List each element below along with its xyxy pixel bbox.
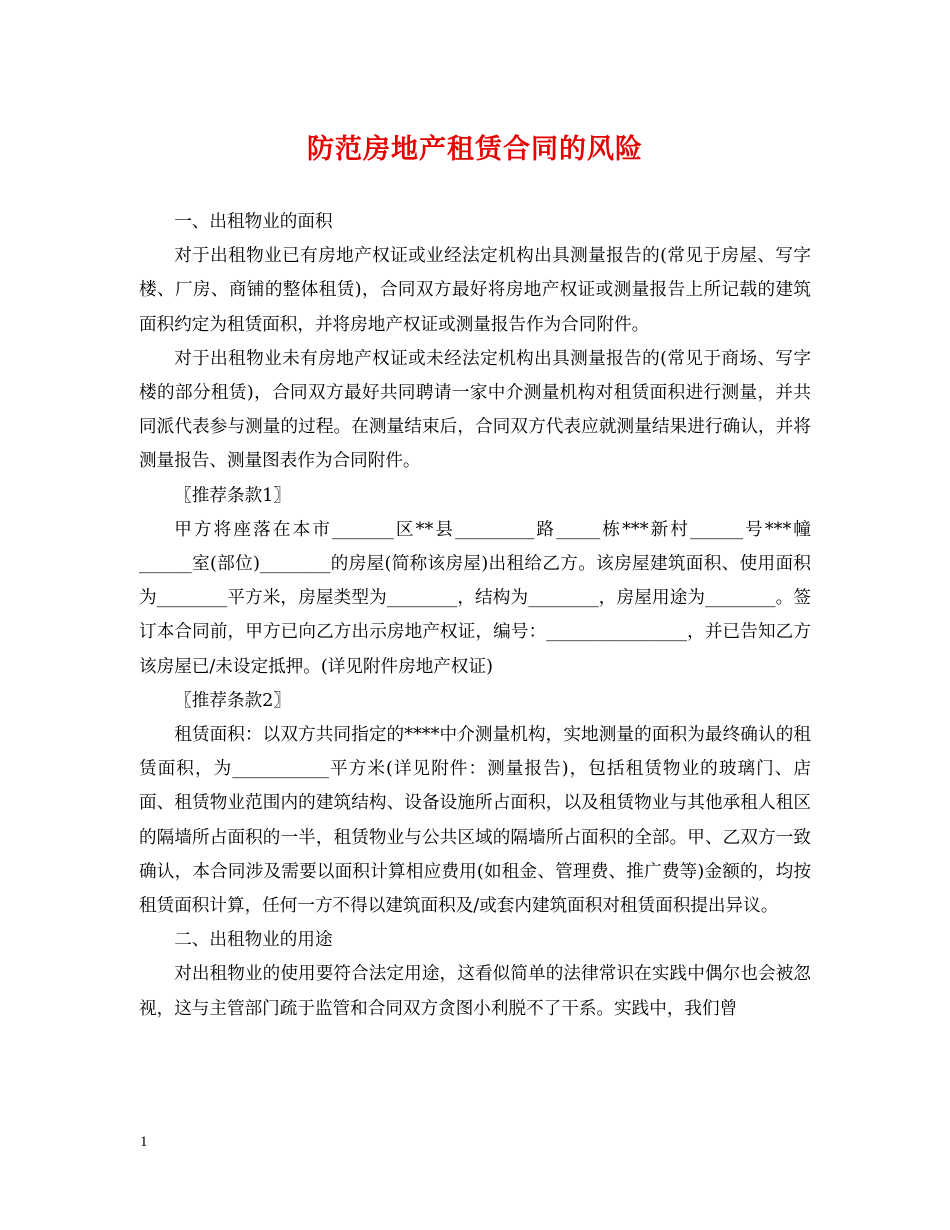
clause-text-2: 租赁面积：以双方共同指定的****中介测量机构，实地测量的面积为最终确认的租赁面积，为___________平方米(详见附件：测量报告)，包括租赁物业的玻璃门、店面、租赁物业范围内的建筑结构、设备设施所占面积，以及租赁物业与其他承租人租区的隔墙所占面积的一半，租赁物业与公共区域的隔墙所占面积的全部。甲、乙双方一致确认，本合同涉及需要以面积计算相应费用(如租金、管理费、推广费等)金额的，均按租赁面积计算，任何一方不得以建筑面积及/或套内建筑面积对租赁面积提出异议。 [139,725,811,917]
section-heading-area: 一、出租物业的面积 [174,212,333,232]
document-title: 防范房地产租赁合同的风险 [307,134,643,165]
section-heading-usage: 二、出租物业的用途 [174,930,333,951]
paragraph: 对于出租物业未有房地产权证或未经法定机构出具测量报告的(常见于商场、写字楼的部分租赁)，合同双方最好共同聘请一家中介测量机构对租赁面积进行测量，并共同派代表参与测量的过程。在测量结束后，合同双方代表应就测量结果进行确认，并将测量报告、测量图表作为合同附件。 [139,348,811,472]
clause-heading-1: 〖推荐条款1〗 [174,485,291,506]
page-number: 1 [140,1134,148,1150]
clause-heading-2: 〖推荐条款2〗 [174,690,291,711]
paragraph: 对出租物业的使用要符合法定用途，这看似简单的法律常识在实践中偶尔也会被忽视，这与主管部门疏于监管和合同双方贪图小利脱不了干系。实践中，我们曾 [139,964,811,1019]
clause-text-1: 甲方将座落在本市_______区**县_________路_____栋***新村______号***幢______室(部位)________的房屋(简称该房屋)出租给乙方。该房屋建筑面积、使用面积为________平方米，房屋类型为________，结构为________，房屋用途为________。签订本合同前，甲方已向乙方出示房地产权证，编号：________________，并已告知乙方该房屋已/未设定抵押。(详见附件房地产权证) [139,519,811,677]
document-body [139,205,811,1026]
paragraph: 对于出租物业已有房地产权证或业经法定机构出具测量报告的(常见于房屋、写字楼、厂房、商铺的整体租赁)，合同双方最好将房地产权证或测量报告上所记载的建筑面积约定为租赁面积，并将房地产权证或测量报告作为合同附件。 [139,246,811,335]
